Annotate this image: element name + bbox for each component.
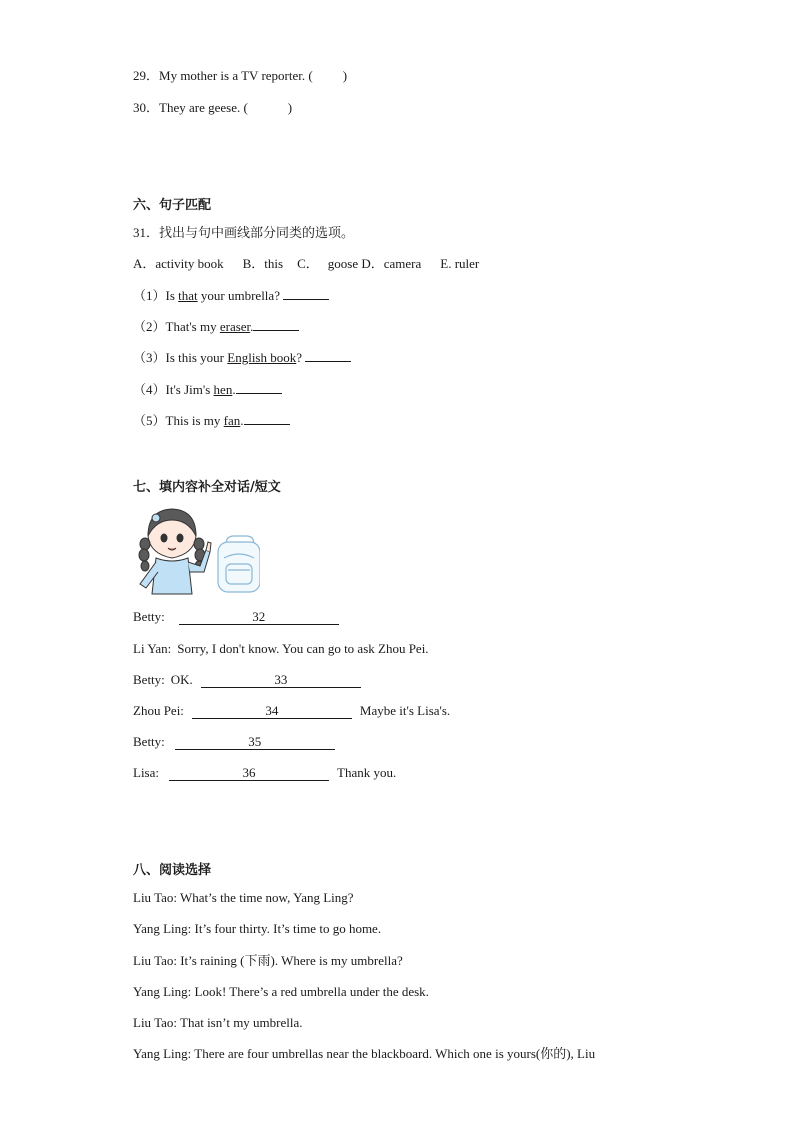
item-text-pre: It's Jim's	[165, 382, 214, 397]
blank-33[interactable]: 33	[201, 672, 361, 688]
speaker: Betty:	[133, 734, 165, 749]
answer-blank[interactable]	[236, 381, 282, 394]
question-31-instruction: 31．找出与句中画线部分同类的选项。	[133, 225, 355, 240]
option-a: A．activity book	[133, 256, 224, 271]
option-b: B．this	[242, 256, 284, 271]
underlined-word: hen	[213, 382, 233, 397]
blank-35[interactable]: 35	[175, 734, 335, 750]
section-8-title: 八、阅读选择	[133, 863, 212, 878]
blank-34[interactable]: 34	[192, 703, 352, 719]
reading-line: Liu Tao: That isn’t my umbrella.	[133, 1015, 303, 1030]
option-c: C．	[297, 256, 319, 271]
item-number: （2）	[133, 319, 166, 334]
dialog-line-35	[133, 734, 335, 750]
item-text-post: ?	[296, 350, 306, 365]
question-text: They are geese. (	[159, 100, 248, 115]
dialog-line-34	[133, 703, 450, 719]
question-text: My mother is a TV reporter. (	[159, 68, 313, 83]
item-number: （3）	[133, 350, 166, 365]
girl-figure	[139, 509, 211, 594]
dialog-line-33	[133, 672, 361, 688]
question-number: 29．	[133, 68, 160, 83]
dialog-text: Thank you.	[337, 765, 397, 780]
item-text-post: your umbrella?	[197, 288, 284, 303]
underlined-word: that	[178, 288, 198, 303]
blank-36[interactable]: 36	[169, 765, 329, 781]
item-number: （5）	[133, 413, 166, 428]
speaker: Betty:	[133, 609, 165, 624]
dialog-line-li-yan	[133, 641, 429, 657]
answer-blank[interactable]	[305, 349, 351, 362]
underlined-word: fan	[223, 413, 241, 428]
speaker: Lisa:	[133, 765, 159, 780]
speaker: Zhou Pei:	[133, 703, 184, 718]
item-text-pre: Is this your	[165, 350, 228, 365]
item-number: （4）	[133, 382, 166, 397]
blank-32[interactable]: 32	[179, 609, 339, 625]
reading-line: Liu Tao: What’s the time now, Yang Ling?	[133, 890, 354, 905]
reading-line: Yang Ling: It’s four thirty. It’s time to go home.	[133, 921, 382, 936]
dialog-line-36	[133, 765, 396, 781]
underlined-word: eraser	[219, 319, 251, 334]
paren-close: )	[287, 100, 293, 115]
dialog-text: Maybe it's Lisa's.	[359, 703, 451, 718]
dialog-text: OK.	[170, 672, 193, 687]
item-number: （1）	[133, 288, 166, 303]
paren-close: )	[342, 68, 348, 83]
item-text-pre: Is	[165, 288, 179, 303]
match-item-2	[133, 318, 299, 335]
item-text-pre: That's my	[165, 319, 220, 334]
reading-line: Yang Ling: There are four umbrellas near the blackboard. Which one is yours(你的), Liu	[133, 1046, 596, 1061]
speaker: Betty:	[133, 672, 165, 687]
item-text-post: .	[232, 382, 236, 397]
item-text-pre: This is my	[165, 413, 224, 428]
underlined-word: English book	[227, 350, 297, 365]
question-29	[133, 68, 347, 84]
answer-blank[interactable]	[244, 412, 290, 425]
section-7-title: 七、填内容补全对话/短文	[133, 480, 281, 495]
answer-blank[interactable]	[253, 318, 299, 331]
match-item-1	[133, 287, 329, 304]
question-number: 30．	[133, 100, 160, 115]
dialog-line-32	[133, 609, 339, 625]
option-e: E. ruler	[440, 256, 480, 271]
reading-line: Liu Tao: It’s raining (下雨). Where is my umbrella?	[133, 953, 403, 968]
match-item-4	[133, 381, 282, 398]
item-text-post: .	[240, 413, 244, 428]
options-row	[133, 256, 479, 272]
match-item-3	[133, 349, 351, 366]
question-30	[133, 100, 292, 116]
speaker: Li Yan:	[133, 641, 172, 656]
dialog-text: Sorry, I don't know. You can go to ask Zhou Pei.	[177, 641, 429, 656]
girl-with-schoolbag-illustration	[134, 506, 260, 596]
option-d: goose D．camera	[327, 256, 422, 271]
item-text-post: .	[250, 319, 254, 334]
schoolbag-figure	[218, 536, 260, 592]
match-item-5	[133, 412, 290, 429]
answer-blank[interactable]	[283, 287, 329, 300]
reading-line: Yang Ling: Look! There’s a red umbrella under the desk.	[133, 984, 429, 999]
section-6-title: 六、句子匹配	[133, 198, 212, 213]
